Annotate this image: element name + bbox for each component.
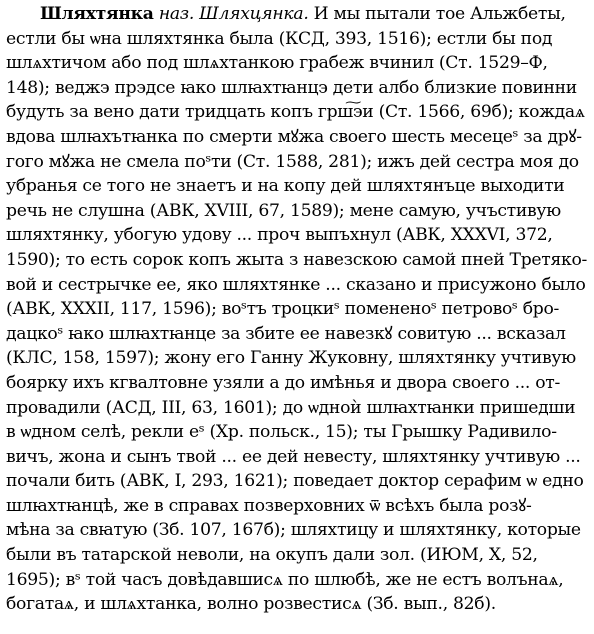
- entry-line: были въ татарской неволи, на окупъ дали зол. (ИЮМ, X, 52,: [6, 545, 538, 566]
- entry-line: шляхтянку, убогую удову ... проч выпъхнул (АВК, XXXVI, 372,: [6, 225, 553, 246]
- entry-line: шлꙗхтꙗнцѣ, же в справах позверховних ѿ всѣхъ была розꙋ-: [6, 495, 532, 516]
- entry-line: будуть за вено дати тридцать копъ грш͠эи (Ст. 1566, 69б); кождаѧ: [6, 102, 585, 123]
- entry-line: речь не слушна (АВК, XVIII, 67, 1589); мене самую, учъстивую: [6, 200, 561, 221]
- entry-line-text: И мы пытали тое Альжбеты,: [313, 4, 566, 24]
- entry-line: дацкоˢ ꙗко шлꙗхтꙗнце за збите ее навезкꙋ совитую ... всказал: [6, 323, 566, 344]
- entry-line: 1590); то есть сорок копъ жыта з навезскою самой пней Третяко-: [6, 249, 588, 270]
- entry-line: провадили (АСД, III, 63, 1601); до ѡдноѝ шлꙗхтꙗнки пришедши: [6, 397, 576, 418]
- entry-line: вдова шлꙗхътꙗнка по смерти мꙋжа своего шесть месецеˢ за дрꙋ-: [6, 126, 582, 147]
- entry-line: 148); веджэ прэдсе ꙗко шлꙗхтꙗнцэ дети албо близкие повинни: [6, 77, 577, 98]
- entry-line: естли бы ѡна шляхтянка была (КСД, 393, 1516); естли бы под: [6, 28, 553, 49]
- entry-line-first: [6, 2, 590, 27]
- entry-line: богатаѧ, и шлѧхтанка, волно розвестисѧ (Зб. вып., 82б).: [6, 594, 496, 615]
- entry-line: шлѧхтичом або под шлѧхтанкою грабеж вчинил (Ст. 1529–Ф,: [6, 53, 548, 74]
- entry-line: в ѡдном селѣ, рекли еˢ (Хр. польск., 15); ты Грышку Радивило-: [6, 422, 557, 443]
- entry-line: боярку ихъ кгвалтовне узяли а до имѣнья и двора своего ... от-: [6, 372, 560, 393]
- entry-line: (КЛС, 158, 1597); жону его Ганну Жуковну, шляхтянку учтивую: [6, 348, 576, 369]
- headword: Шляхтянка: [40, 4, 154, 24]
- entry-line: (АВК, XXXII, 117, 1596); воˢтъ троцкиˢ помененоˢ петровоˢ бро-: [6, 299, 560, 320]
- dictionary-entry: [6, 2, 590, 617]
- variant-note: наз. Шляхцянка.: [158, 4, 309, 24]
- entry-line: 1695); вˢ той часъ довѣдавшисѧ по шлюбѣ, же не естъ волънаѧ,: [6, 569, 564, 590]
- entry-line: мѣна за свꙗтую (Зб. 107, 167б); шляхтицу и шляхтянку, которые: [6, 520, 581, 541]
- entry-line: вичъ, жона и сынъ твой ... ее дей невесту, шляхтянку учтивую ...: [6, 446, 581, 467]
- entry-line: убранья се того не знаетъ и на копу дей шляхтянъце выходити: [6, 176, 565, 197]
- entry-line: гого мꙋжа не смела поˢти (Ст. 1588, 281); ижъ дей сестра моя до: [6, 151, 579, 172]
- entry-line: вой и сестрычке ее, яко шляхтянке ... сказано и присужоно было: [6, 274, 586, 295]
- entry-line: почали бить (АВК, I, 293, 1621); поведает доктор серафим ѡ едно: [6, 471, 584, 492]
